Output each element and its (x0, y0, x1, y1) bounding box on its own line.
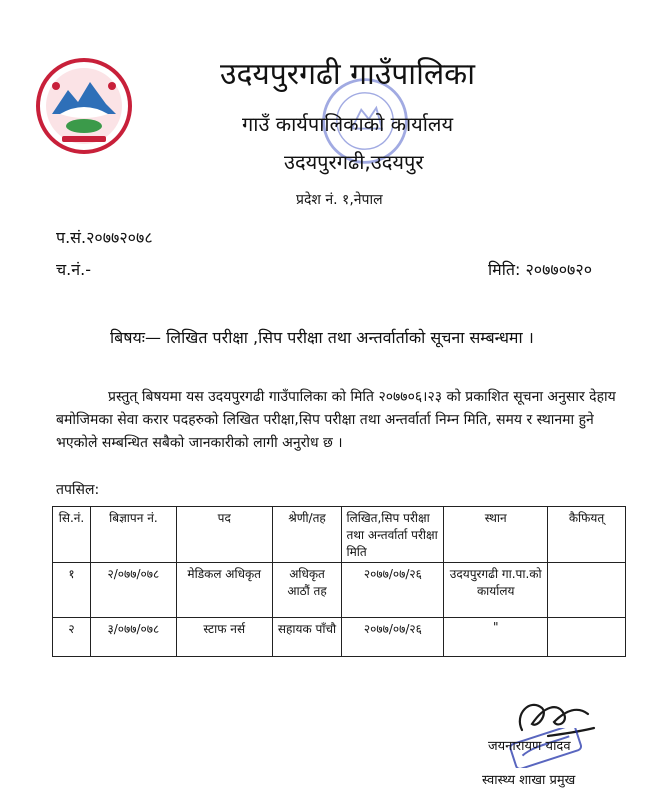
table-cell: सहायक पाँचौ (272, 618, 342, 657)
column-header: श्रेणी/तह (272, 507, 342, 563)
column-header: स्थान (444, 507, 548, 563)
table-row (53, 563, 626, 618)
table-row (53, 618, 626, 657)
table-cell: " (444, 618, 548, 657)
table-header-row (53, 507, 626, 563)
table-cell: २०७७/०७/२६ (342, 618, 444, 657)
notice-body (56, 386, 626, 455)
subject-line: बिषयः— लिखित परीक्षा ,सिप परीक्षा तथा अन्तर्वार्ताको सूचना सम्बन्धमा । (110, 328, 534, 347)
letter-reference-number: प.सं.२०७७२०७८ (56, 228, 153, 247)
table-cell: उदयपुरगढी गा.पा.को कार्यालय (444, 563, 548, 618)
province-line: प्रदेश नं. १,नेपाल (296, 192, 383, 208)
table-cell: स्टाफ नर्स (176, 618, 272, 657)
column-header: पद (176, 507, 272, 563)
column-header: बिज्ञापन नं. (90, 507, 176, 563)
column-header: लिखित,सिप परीक्षा तथा अन्तर्वार्ता परीक्षा मिति (342, 507, 444, 563)
table-cell: ३/०७७/०७८ (90, 618, 176, 657)
signatory-title: स्वास्थ्य शाखा प्रमुख (482, 773, 576, 788)
table-cell: २/०७७/०७८ (90, 563, 176, 618)
notice-body-text: प्रस्तुत् बिषयमा यस उदयपुरगढी गाउँपालिका को मिति २०७७०६।२३ को प्रकाशित सूचना अनुसार देहाय बमोजिमका सेवा करार पदहरुको लिखित परीक्षा,सिप परीक्षा तथा अन्तर्वार्ता निम्न मिति, समय र स्थानमा हुने भएकोले सम्बन्धित सबैको जानकारीको लागी अनुरोध छ । (56, 389, 616, 451)
column-header: सि.नं. (53, 507, 91, 563)
municipality-title: उदयपुरगढी गाउँपालिका (220, 57, 475, 92)
table-cell (548, 563, 626, 618)
table-cell: २०७७/०७/२६ (342, 563, 444, 618)
column-header: कैफियत् (548, 507, 626, 563)
signatory-name: जयनारायण यादव (488, 739, 571, 754)
nepal-emblem-logo (34, 56, 134, 156)
dispatch-number: च.नं.- (56, 260, 91, 279)
table-cell (548, 618, 626, 657)
office-address: उदयपुरगढी,उदयपुर (284, 150, 424, 174)
table-cell: अधिकृत आठौं तह (272, 563, 342, 618)
table-cell: १ (53, 563, 91, 618)
table-cell: २ (53, 618, 91, 657)
details-label: तपसिल: (56, 482, 100, 498)
office-name: गाउँ कार्यपालिकाको कार्यालय (242, 112, 454, 136)
exam-schedule-table (52, 506, 626, 657)
letter-date: मिति: २०७७०७२० (488, 260, 593, 279)
table-cell: मेडिकल अधिकृत (176, 563, 272, 618)
